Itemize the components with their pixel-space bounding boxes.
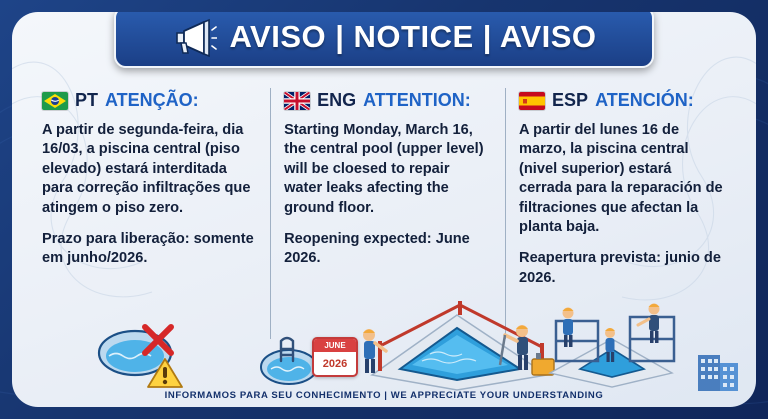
column-attention-pt: ATENÇÃO: <box>105 90 199 110</box>
banner-title: AVISO | NOTICE | AVISO <box>229 19 597 54</box>
column-lang-eng: ENG <box>317 90 357 110</box>
megaphone-icon <box>171 17 217 57</box>
column-paragraph-2-esp: Reapertura prevista: junio de 2026. <box>519 250 721 286</box>
spain-flag-icon <box>519 92 545 110</box>
calendar-month: JUNE <box>314 339 356 352</box>
notice-column-pt <box>28 80 270 373</box>
calendar-year: 2026 <box>322 358 348 370</box>
notice-column-esp <box>505 80 740 373</box>
column-header-esp <box>519 90 726 111</box>
column-lang-esp: ESP <box>552 90 589 110</box>
column-paragraph-1-pt: A partir de segunda-feira, dia 16/03, a piscina central (piso elevado) estará interditada para correção infiltrações que atingem o piso zero. <box>42 122 251 216</box>
footer-note: INFORMAMOS PARA SEU CONHECIMENTO | WE APPRECIATE YOUR UNDERSTANDING <box>164 390 604 401</box>
uk-flag-icon <box>284 92 310 110</box>
notice-columns <box>28 80 740 373</box>
column-attention-esp: ATENCIÓN: <box>595 90 694 110</box>
banner-header <box>114 12 654 68</box>
notice-column-eng <box>270 80 505 373</box>
column-paragraph-1-esp: A partir del lunes 16 de marzo, la piscina central (nivel superior) estará cerrada para la reparación de filtraciones que afectan la planta baja. <box>519 122 723 236</box>
brazil-flag-icon <box>42 92 68 110</box>
column-paragraph-1-eng: Starting Monday, March 16, the central pool (upper level) will be cloesed to repair water leaks afecting the ground floor. <box>284 122 484 216</box>
column-paragraph-2-eng: Reopening expected: June 2026. <box>284 231 470 267</box>
column-lang-pt: PT <box>75 90 99 110</box>
column-attention-eng: ATTENTION: <box>363 90 471 110</box>
notice-card <box>12 12 756 407</box>
column-header-eng <box>284 90 491 111</box>
column-header-pt <box>42 90 256 111</box>
column-paragraph-2-pt: Prazo para liberação: somente em junho/2026. <box>42 231 254 267</box>
